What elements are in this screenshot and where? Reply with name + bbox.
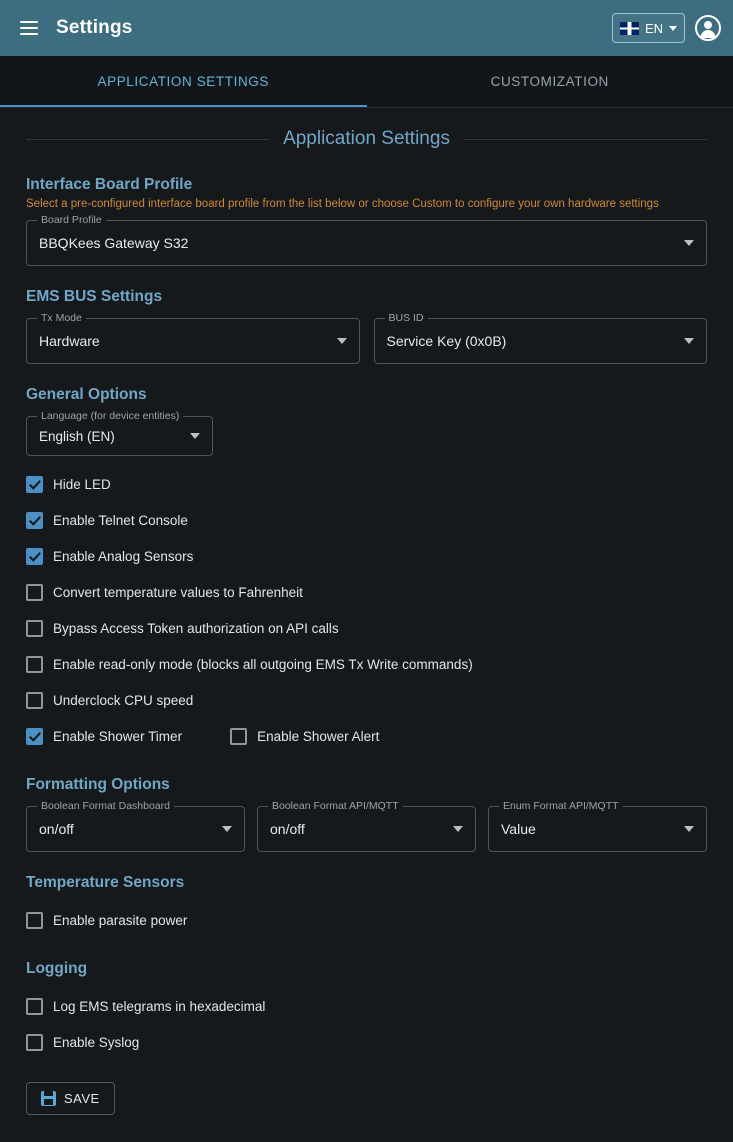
tab-customization[interactable] bbox=[367, 56, 733, 107]
checkbox-row-enable-telnet-console[interactable] bbox=[26, 502, 707, 538]
device-language-label: Language (for device entities) bbox=[37, 410, 183, 422]
checkbox-enable-parasite-power-label: Enable parasite power bbox=[53, 912, 188, 928]
section-logging-title: Logging bbox=[26, 960, 88, 977]
app-bar bbox=[0, 0, 733, 56]
enum-format-api-mqtt-label: Enum Format API/MQTT bbox=[499, 800, 623, 812]
logging-checkbox-list bbox=[26, 988, 707, 1060]
section-formatting-options-title: Formatting Options bbox=[26, 776, 170, 793]
checkbox-bypass-access-token-label: Bypass Access Token authorization on API calls bbox=[53, 620, 339, 636]
settings-content bbox=[12, 176, 721, 1133]
checkbox-row-convert-fahrenheit[interactable] bbox=[26, 574, 707, 610]
section-general-options-title: General Options bbox=[26, 386, 147, 403]
tx-mode-value: Hardware bbox=[39, 333, 100, 349]
device-language-select[interactable] bbox=[26, 410, 213, 456]
checkbox-convert-fahrenheit[interactable] bbox=[26, 584, 43, 601]
general-options-checkbox-list bbox=[26, 466, 707, 754]
checkbox-row-hide-led[interactable] bbox=[26, 466, 707, 502]
formatting-options-fields bbox=[26, 800, 707, 852]
page-heading bbox=[12, 108, 721, 154]
device-language-value: English (EN) bbox=[39, 428, 115, 444]
checkbox-enable-syslog-label: Enable Syslog bbox=[53, 1034, 140, 1050]
checkbox-hide-led[interactable] bbox=[26, 476, 43, 493]
checkbox-enable-syslog[interactable] bbox=[26, 1034, 43, 1051]
checkbox-enable-analog-sensors[interactable] bbox=[26, 548, 43, 565]
checkbox-underclock-cpu-label: Underclock CPU speed bbox=[53, 692, 194, 708]
checkbox-row-bypass-access-token[interactable] bbox=[26, 610, 707, 646]
page-title: Settings bbox=[56, 17, 133, 38]
checkbox-read-only-mode-label: Enable read-only mode (blocks all outgoing EMS Tx Write commands) bbox=[53, 656, 473, 672]
tab-customization-label: CUSTOMIZATION bbox=[490, 74, 609, 89]
checkbox-enable-shower-timer-label: Enable Shower Timer bbox=[53, 728, 183, 744]
checkbox-read-only-mode[interactable] bbox=[26, 656, 43, 673]
checkbox-row-shower bbox=[26, 718, 707, 754]
checkbox-enable-shower-alert[interactable] bbox=[230, 728, 247, 745]
ems-bus-fields bbox=[26, 312, 707, 364]
checkbox-enable-analog-sensors-label: Enable Analog Sensors bbox=[53, 548, 194, 564]
checkbox-log-ems-telegrams-hex-label: Log EMS telegrams in hexadecimal bbox=[53, 998, 266, 1014]
divider-left bbox=[26, 139, 269, 140]
chevron-down-icon bbox=[222, 826, 232, 832]
bus-id-label: BUS ID bbox=[385, 312, 428, 324]
app-bar-actions bbox=[612, 13, 721, 43]
tx-mode-select[interactable] bbox=[26, 312, 360, 364]
chevron-down-icon bbox=[453, 826, 463, 832]
boolean-format-api-mqtt-select[interactable] bbox=[257, 800, 476, 852]
boolean-format-dashboard-select[interactable] bbox=[26, 800, 245, 852]
boolean-format-dashboard-label: Boolean Format Dashboard bbox=[37, 800, 174, 812]
checkbox-log-ems-telegrams-hex[interactable] bbox=[26, 998, 43, 1015]
bus-id-value: Service Key (0x0B) bbox=[386, 333, 507, 349]
flag-gb-icon bbox=[620, 22, 639, 35]
boolean-format-api-mqtt-label: Boolean Format API/MQTT bbox=[268, 800, 403, 812]
board-profile-value: BBQKees Gateway S32 bbox=[39, 235, 189, 251]
chevron-down-icon bbox=[684, 240, 694, 246]
save-disk-icon bbox=[41, 1091, 56, 1106]
settings-page bbox=[0, 108, 733, 1142]
save-button[interactable] bbox=[26, 1082, 115, 1115]
checkbox-enable-shower-timer[interactable] bbox=[26, 728, 43, 745]
tab-application-settings-label: APPLICATION SETTINGS bbox=[97, 74, 270, 89]
chevron-down-icon bbox=[669, 26, 677, 31]
checkbox-row-log-ems-hex[interactable] bbox=[26, 988, 707, 1024]
section-interface-board-title: Interface Board Profile bbox=[26, 176, 193, 193]
enum-format-api-mqtt-select[interactable] bbox=[488, 800, 707, 852]
checkbox-row-underclock-cpu[interactable] bbox=[26, 682, 707, 718]
checkbox-row-enable-analog-sensors[interactable] bbox=[26, 538, 707, 574]
checkbox-row-read-only-mode[interactable] bbox=[26, 646, 707, 682]
tab-application-settings[interactable] bbox=[0, 56, 367, 107]
boolean-format-api-mqtt-value: on/off bbox=[270, 821, 305, 837]
checkbox-row-enable-syslog[interactable] bbox=[26, 1024, 707, 1060]
enum-format-api-mqtt-value: Value bbox=[501, 821, 536, 837]
chevron-down-icon bbox=[337, 338, 347, 344]
tx-mode-label: Tx Mode bbox=[37, 312, 86, 324]
checkbox-underclock-cpu[interactable] bbox=[26, 692, 43, 709]
bus-id-select[interactable] bbox=[374, 312, 708, 364]
checkbox-enable-telnet-console[interactable] bbox=[26, 512, 43, 529]
tab-bar bbox=[0, 56, 733, 108]
section-temperature-sensors-title: Temperature Sensors bbox=[26, 874, 185, 891]
hamburger-menu-icon[interactable] bbox=[12, 11, 46, 45]
chevron-down-icon bbox=[190, 433, 200, 439]
section-interface-board-description: Select a pre-configured interface board profile from the list below or choose Custom to configure your own hardware settings bbox=[26, 198, 659, 210]
language-code-label: EN bbox=[644, 20, 663, 36]
account-circle-icon[interactable] bbox=[695, 15, 721, 41]
checkbox-enable-telnet-console-label: Enable Telnet Console bbox=[53, 512, 188, 528]
section-ems-bus-title: EMS BUS Settings bbox=[26, 288, 163, 305]
page-heading-label: Application Settings bbox=[283, 128, 450, 149]
checkbox-bypass-access-token[interactable] bbox=[26, 620, 43, 637]
checkbox-convert-fahrenheit-label: Convert temperature values to Fahrenheit bbox=[53, 584, 303, 600]
boolean-format-dashboard-value: on/off bbox=[39, 821, 74, 837]
checkbox-enable-parasite-power[interactable] bbox=[26, 912, 43, 929]
divider-right bbox=[464, 139, 707, 140]
board-profile-label: Board Profile bbox=[37, 214, 106, 226]
temperature-sensors-checkbox-list bbox=[26, 902, 707, 938]
chevron-down-icon bbox=[684, 826, 694, 832]
language-selector[interactable] bbox=[612, 13, 685, 43]
checkbox-enable-shower-alert-label: Enable Shower Alert bbox=[257, 728, 380, 744]
checkbox-row-parasite-power[interactable] bbox=[26, 902, 707, 938]
checkbox-hide-led-label: Hide LED bbox=[53, 476, 111, 492]
chevron-down-icon bbox=[684, 338, 694, 344]
form-actions bbox=[26, 1082, 707, 1133]
save-button-label: SAVE bbox=[64, 1091, 100, 1106]
board-profile-select[interactable] bbox=[26, 214, 707, 266]
